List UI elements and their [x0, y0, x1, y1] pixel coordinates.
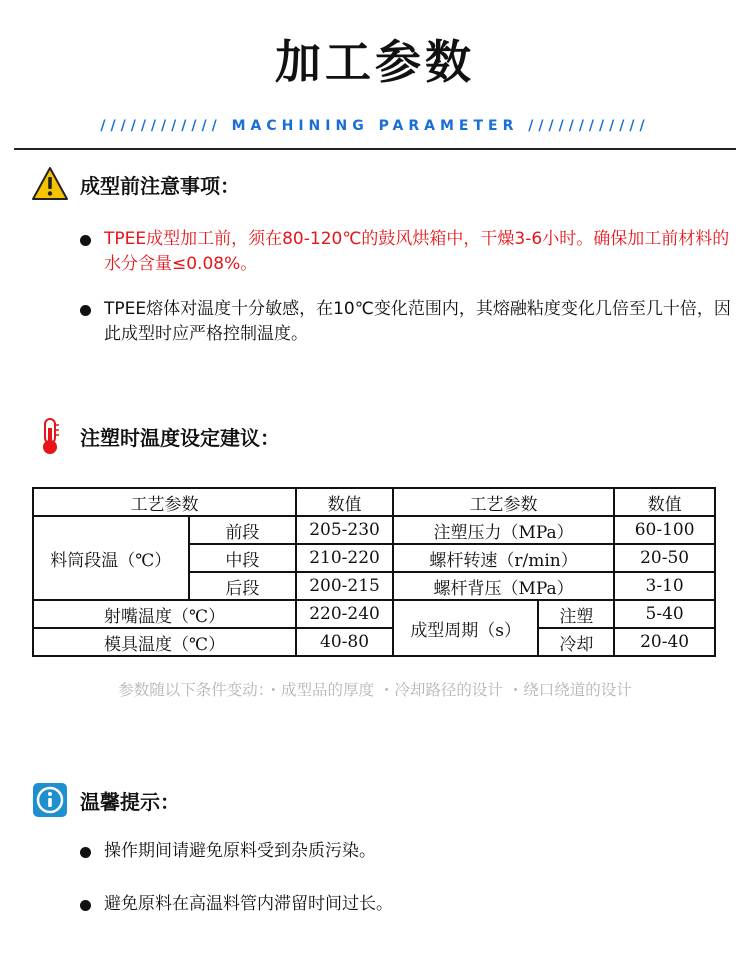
- info-icon: [30, 780, 70, 820]
- warning-icon: [30, 164, 70, 204]
- table-cell: 冷却: [538, 628, 614, 656]
- table-cell: 成型周期（s）: [393, 600, 539, 656]
- table-cell: 210-220: [296, 544, 393, 572]
- header-divider: [14, 148, 736, 150]
- table-header: 工艺参数: [393, 488, 614, 516]
- table-cell: 60-100: [614, 516, 715, 544]
- list-item: [80, 227, 744, 277]
- section-tips: [30, 780, 180, 820]
- bullet-text: 操作期间请避免原料受到杂质污染。: [104, 841, 376, 861]
- bullet-text: TPEE成型加工前，须在80-120℃的鼓风烘箱中，干燥3-6小时。确保加工前材料的水分含量≤0.08%。: [104, 229, 730, 274]
- table-cell: 注塑压力（MPa）: [393, 516, 614, 544]
- page-title: 加工参数: [275, 35, 475, 89]
- table-cell: 模具温度（℃）: [33, 628, 296, 656]
- table-cell: 3-10: [614, 572, 715, 600]
- thermometer-icon: [30, 416, 70, 456]
- table-cell: 5-40: [614, 600, 715, 628]
- parameter-table: [32, 487, 716, 657]
- table-header: 数值: [296, 488, 393, 516]
- bullet-dot: [80, 900, 91, 911]
- bullet-dot: [80, 235, 91, 246]
- table-cell: 205-230: [296, 516, 393, 544]
- bullet-dot: [80, 305, 91, 316]
- table-cell: 螺杆背压（MPa）: [393, 572, 614, 600]
- parameter-note: 参数随以下条件变动：・成型品的厚度 ・冷却路径的设计 ・绕口绕道的设计: [118, 681, 632, 699]
- table-cell: 注塑: [538, 600, 614, 628]
- list-item: [80, 297, 744, 347]
- table-row: [33, 516, 715, 544]
- section-heading: 温馨提示：: [80, 789, 180, 814]
- section-pre-molding-notes: [30, 164, 240, 204]
- table-header: 数值: [614, 488, 715, 516]
- section-temperature-settings: [30, 416, 280, 456]
- list-item: [80, 839, 744, 864]
- table-cell: 中段: [189, 544, 297, 572]
- page-subtitle: //////////// MACHINING PARAMETER ////////////: [100, 118, 650, 134]
- table-cell: 螺杆转速（r/min）: [393, 544, 614, 572]
- table-cell: 40-80: [296, 628, 393, 656]
- table-cell: 20-50: [614, 544, 715, 572]
- bullet-dot: [80, 847, 91, 858]
- table-row: [33, 488, 715, 516]
- list-item: [80, 892, 744, 917]
- table-row: [33, 600, 715, 628]
- table-cell: 射嘴温度（℃）: [33, 600, 296, 628]
- table-cell: 前段: [189, 516, 297, 544]
- table-cell: 220-240: [296, 600, 393, 628]
- section-heading: 成型前注意事项：: [80, 173, 240, 198]
- table-row: [33, 628, 715, 656]
- section-heading: 注塑时温度设定建议：: [80, 425, 280, 450]
- table-header: 工艺参数: [33, 488, 296, 516]
- bullet-text: 避免原料在高温料管内滞留时间过长。: [104, 894, 393, 914]
- table-cell: 后段: [189, 572, 297, 600]
- table-cell: 料筒段温（℃）: [33, 516, 189, 600]
- bullet-text: TPEE熔体对温度十分敏感，在10℃变化范围内，其熔融粘度变化几倍至几十倍，因此成型时应严格控制温度。: [104, 299, 731, 344]
- table-cell: 200-215: [296, 572, 393, 600]
- table-cell: 20-40: [614, 628, 715, 656]
